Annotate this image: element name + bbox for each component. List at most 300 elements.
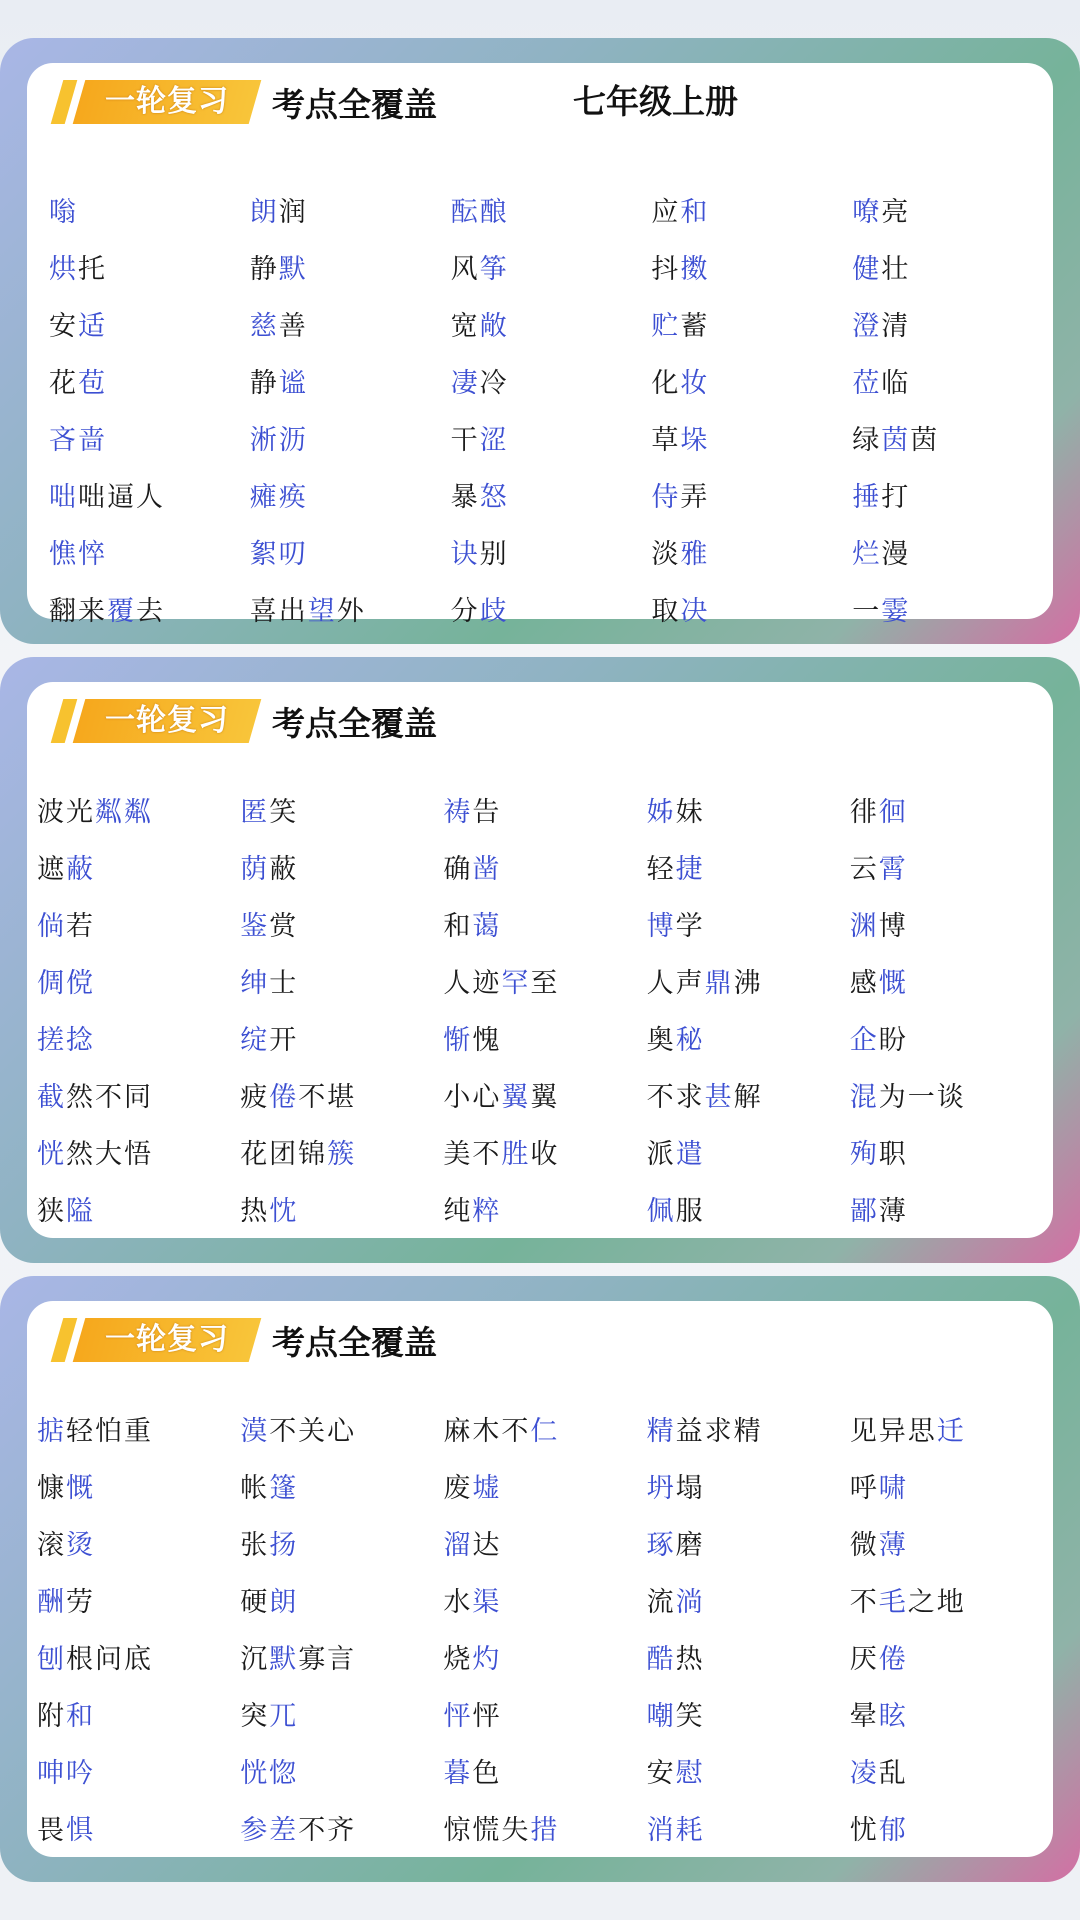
highlighted-char: 荫 (240, 854, 270, 885)
vocab-word (240, 1574, 443, 1631)
vocab-word (647, 1517, 850, 1574)
plain-char: 滚 (37, 1530, 66, 1561)
plain-char: 确 (443, 854, 473, 885)
vocab-word (250, 526, 451, 583)
review-tag-label: 一轮复习 (105, 703, 229, 738)
highlighted-char: 仁 (530, 1416, 560, 1447)
vocab-word (850, 784, 1053, 841)
vocab-word (647, 1403, 850, 1460)
highlighted-char: 捶 (852, 482, 882, 513)
plain-char: 告 (472, 797, 502, 828)
highlighted-char: 和 (66, 1701, 95, 1732)
highlighted-char: 粹 (472, 1196, 502, 1227)
highlighted-char: 徊 (878, 797, 908, 828)
plain-char: 静 (249, 254, 279, 285)
highlighted-char: 灼 (472, 1644, 502, 1675)
grade-subtitle: 七年级上册 (573, 82, 738, 121)
highlighted-char: 酬 (37, 1587, 66, 1618)
highlighted-char: 混 (849, 1082, 879, 1113)
vocab-word (37, 784, 240, 841)
vocab-word (37, 1688, 240, 1745)
highlighted-char: 呻吟 (37, 1758, 95, 1789)
highlighted-char: 澄 (852, 311, 882, 342)
vocab-word (852, 298, 1053, 355)
plain-char: 小心 (443, 1082, 502, 1113)
highlighted-char: 暮 (443, 1758, 473, 1789)
plain-char: 风 (450, 254, 480, 285)
highlighted-char: 精 (646, 1416, 676, 1447)
highlighted-char: 迁 (936, 1416, 966, 1447)
vocab-word (451, 241, 652, 298)
vocab-word (240, 1126, 443, 1183)
highlighted-char: 筝 (479, 254, 509, 285)
highlighted-char: 怦 (443, 1701, 473, 1732)
vocab-word (37, 841, 240, 898)
plain-char: 突 (240, 1701, 270, 1732)
vocab-word (647, 955, 850, 1012)
highlighted-char: 措 (530, 1815, 560, 1846)
highlighted-char: 琢 (646, 1530, 676, 1561)
plain-char: 微 (849, 1530, 879, 1561)
highlighted-char: 隘 (66, 1196, 95, 1227)
plain-char: 职 (878, 1139, 908, 1170)
plain-char: 然大悟 (66, 1139, 153, 1170)
plain-char: 分 (450, 596, 480, 627)
plain-char: 赏 (269, 911, 299, 942)
plain-char: 劳 (66, 1587, 95, 1618)
plain-char: 寡言 (298, 1644, 357, 1675)
plain-char: 喜出 (249, 596, 308, 627)
vocab-word (850, 1012, 1053, 1069)
plain-char: 翼 (530, 1082, 560, 1113)
vocab-word (240, 955, 443, 1012)
vocab-word (647, 784, 850, 841)
highlighted-char: 嘹 (852, 197, 882, 228)
highlighted-char: 博 (646, 911, 676, 942)
highlighted-char: 扬 (269, 1530, 299, 1561)
vocab-word (443, 841, 646, 898)
highlighted-char: 凄 (450, 368, 480, 399)
plain-char: 亮 (881, 197, 911, 228)
plain-char: 徘 (849, 797, 879, 828)
vocab-word (240, 1403, 443, 1460)
highlighted-char: 淌 (675, 1587, 705, 1618)
vocab-word (250, 184, 451, 241)
vocab-word (852, 526, 1053, 583)
plain-char: 磨 (675, 1530, 705, 1561)
vocab-word (651, 298, 852, 355)
plain-char: 人声 (646, 968, 705, 999)
highlighted-char: 敞 (479, 311, 509, 342)
highlighted-char: 侍 (651, 482, 681, 513)
highlighted-char: 溜 (443, 1530, 473, 1561)
highlighted-char: 慨 (878, 968, 908, 999)
plain-char: 波光 (37, 797, 95, 828)
vocab-word (49, 298, 250, 355)
vocab-word (850, 1460, 1053, 1517)
section-title: 考点全覆盖 (272, 703, 437, 743)
vocab-word (651, 241, 852, 298)
vocab-word (443, 1802, 646, 1859)
highlighted-char: 咄 (49, 482, 78, 513)
plain-char: 不求 (646, 1082, 705, 1113)
highlighted-char: 薄 (878, 1530, 908, 1561)
vocab-word (443, 955, 646, 1012)
highlighted-char: 鼎 (704, 968, 734, 999)
vocab-word (852, 412, 1053, 469)
highlighted-char: 胜 (501, 1139, 531, 1170)
highlighted-char: 默 (278, 254, 308, 285)
vocab-word (240, 1460, 443, 1517)
plain-char: 去 (136, 596, 165, 627)
vocab-word (240, 1688, 443, 1745)
vocab-word (37, 1069, 240, 1126)
highlighted-char: 望 (307, 596, 337, 627)
vocab-word (850, 1183, 1053, 1240)
vocab-word (850, 1403, 1053, 1460)
plain-char: 善 (278, 311, 308, 342)
highlighted-char: 佩 (646, 1196, 676, 1227)
plain-char: 打 (881, 482, 911, 513)
plain-char: 蔽 (269, 854, 299, 885)
highlighted-char: 默 (269, 1644, 299, 1675)
vocab-word (451, 583, 652, 640)
plain-char: 若 (66, 911, 95, 942)
highlighted-char: 谧 (278, 368, 308, 399)
plain-char: 一 (852, 596, 882, 627)
vocab-word (850, 1517, 1053, 1574)
vocab-word (850, 898, 1053, 955)
vocab-word (250, 355, 451, 412)
plain-char: 忧 (849, 1815, 879, 1846)
vocab-word (250, 583, 451, 640)
highlighted-char: 倘 (37, 911, 66, 942)
vocab-word (647, 1802, 850, 1859)
highlighted-char: 惭 (443, 1025, 473, 1056)
vocab-word (451, 298, 652, 355)
vocab-word (37, 1745, 240, 1802)
plain-char: 安 (646, 1758, 676, 1789)
vocab-word (443, 1183, 646, 1240)
plain-char: 妹 (675, 797, 705, 828)
highlighted-char: 苞 (78, 368, 107, 399)
vocab-word (37, 1183, 240, 1240)
plain-char: 色 (472, 1758, 502, 1789)
highlighted-char: 消耗 (646, 1815, 705, 1846)
highlighted-char: 嘲 (646, 1701, 676, 1732)
plain-char: 不堪 (298, 1082, 357, 1113)
vocab-word (850, 1574, 1053, 1631)
plain-char: 轻 (646, 854, 676, 885)
review-tag-label: 一轮复习 (105, 1322, 229, 1357)
vocab-word (443, 1126, 646, 1183)
highlighted-char: 刨 (37, 1644, 66, 1675)
vocab-word (37, 1802, 240, 1859)
plain-char: 帐 (240, 1473, 270, 1504)
highlighted-char: 匿 (240, 797, 270, 828)
plain-char: 和 (443, 911, 473, 942)
highlighted-char: 惧 (66, 1815, 95, 1846)
vocab-word (250, 412, 451, 469)
vocab-word (850, 1688, 1053, 1745)
plain-char: 服 (675, 1196, 705, 1227)
highlighted-char: 祷 (443, 797, 473, 828)
plain-char: 益求精 (675, 1416, 763, 1447)
highlighted-char: 鉴 (240, 911, 270, 942)
highlighted-char: 恍 (37, 1139, 66, 1170)
vocab-word (647, 1183, 850, 1240)
plain-char: 花 (49, 368, 78, 399)
highlighted-char: 截 (37, 1082, 66, 1113)
highlighted-char: 啸 (878, 1473, 908, 1504)
vocab-word (850, 955, 1053, 1012)
plain-char: 美不 (443, 1139, 502, 1170)
highlighted-char: 捷 (675, 854, 705, 885)
plain-char: 花团锦 (240, 1139, 328, 1170)
vocab-word (651, 469, 852, 526)
highlighted-char: 凌 (849, 1758, 879, 1789)
highlighted-char: 慈 (249, 311, 279, 342)
vocab-word (240, 1745, 443, 1802)
vocab-word (647, 1460, 850, 1517)
vocab-word (443, 1012, 646, 1069)
vocab-word (451, 184, 652, 241)
plain-char: 麻木不 (443, 1416, 531, 1447)
highlighted-char: 渊 (849, 911, 879, 942)
plain-char: 静 (249, 368, 279, 399)
plain-char: 至 (530, 968, 560, 999)
highlighted-char: 甚 (704, 1082, 734, 1113)
vocab-word (443, 1688, 646, 1745)
highlighted-char: 憔悴 (49, 539, 107, 570)
plain-char: 清 (881, 311, 911, 342)
plain-char: 人迹 (443, 968, 502, 999)
highlighted-char: 兀 (269, 1701, 299, 1732)
plain-char: 热 (240, 1196, 270, 1227)
vocab-word (240, 898, 443, 955)
plain-char: 沉 (240, 1644, 270, 1675)
vocab-word (443, 1745, 646, 1802)
highlighted-char: 漠 (240, 1416, 270, 1447)
panel-section-2 (0, 657, 1080, 1263)
highlighted-char: 酝酿 (450, 197, 509, 228)
plain-char: 惊慌失 (443, 1815, 531, 1846)
highlighted-char: 姊 (646, 797, 676, 828)
highlighted-char: 翼 (501, 1082, 531, 1113)
vocab-word (852, 469, 1053, 526)
highlighted-char: 妆 (680, 368, 710, 399)
highlighted-char: 酷 (646, 1644, 676, 1675)
highlighted-char: 莅 (852, 368, 882, 399)
plain-char: 呼 (849, 1473, 879, 1504)
highlighted-char: 垛 (680, 425, 710, 456)
vocab-word (647, 1574, 850, 1631)
vocab-word (451, 412, 652, 469)
highlighted-char: 渠 (472, 1587, 502, 1618)
vocab-word (850, 1126, 1053, 1183)
plain-char: 壮 (881, 254, 911, 285)
highlighted-char: 雅 (680, 539, 710, 570)
highlighted-char: 擞 (680, 254, 710, 285)
plain-char: 狭 (37, 1196, 66, 1227)
plain-char: 纯 (443, 1196, 473, 1227)
highlighted-char: 和 (680, 197, 710, 228)
plain-char: 乱 (878, 1758, 908, 1789)
highlighted-char: 篷 (269, 1473, 299, 1504)
vocab-word (852, 583, 1053, 640)
highlighted-char: 郁 (878, 1815, 908, 1846)
section-title: 考点全覆盖 (272, 84, 437, 124)
vocab-word (37, 955, 240, 1012)
panel-section-3 (0, 1276, 1080, 1882)
vocab-word (451, 526, 652, 583)
plain-char: 张 (240, 1530, 270, 1561)
highlighted-char: 蔽 (66, 854, 95, 885)
vocab-word (443, 1574, 646, 1631)
vocab-word (651, 526, 852, 583)
vocab-word (240, 1631, 443, 1688)
plain-char: 笑 (675, 1701, 705, 1732)
review-tag (57, 80, 260, 124)
vocab-word (240, 1183, 443, 1240)
vocab-word (240, 1012, 443, 1069)
plain-char: 博 (878, 911, 908, 942)
vocab-word (647, 898, 850, 955)
vocab-word (651, 355, 852, 412)
highlighted-char: 嗡 (49, 197, 78, 228)
vocab-word (240, 1802, 443, 1859)
vocab-word (852, 241, 1053, 298)
plain-char: 见异思 (849, 1416, 937, 1447)
plain-char: 流 (646, 1587, 676, 1618)
card-section-3 (27, 1301, 1053, 1857)
plain-char: 热 (675, 1644, 705, 1675)
plain-char: 取 (651, 596, 681, 627)
plain-char: 奥 (646, 1025, 676, 1056)
vocab-word (451, 355, 652, 412)
highlighted-char: 倦 (269, 1082, 299, 1113)
highlighted-char: 瘫痪 (249, 482, 308, 513)
vocab-word (49, 526, 250, 583)
plain-char: 达 (472, 1530, 502, 1561)
highlighted-char: 慨 (66, 1473, 95, 1504)
plain-char: 怦 (472, 1701, 502, 1732)
highlighted-char: 参差 (240, 1815, 299, 1846)
highlighted-char: 秘 (675, 1025, 705, 1056)
highlighted-char: 霄 (878, 854, 908, 885)
plain-char: 硬 (240, 1587, 270, 1618)
highlighted-char: 绽 (240, 1025, 270, 1056)
vocab-word (647, 1631, 850, 1688)
highlighted-char: 粼粼 (95, 797, 153, 828)
highlighted-char: 企 (849, 1025, 879, 1056)
vocab-word (37, 1574, 240, 1631)
highlighted-char: 朗 (249, 197, 279, 228)
plain-char: 干 (450, 425, 480, 456)
plain-char: 疲 (240, 1082, 270, 1113)
vocab-word (250, 469, 451, 526)
highlighted-char: 蔼 (472, 911, 502, 942)
plain-char: 学 (675, 911, 705, 942)
plain-char: 临 (881, 368, 911, 399)
highlighted-char: 慰 (675, 1758, 705, 1789)
highlighted-char: 鄙 (849, 1196, 879, 1227)
word-grid (49, 184, 1053, 640)
word-grid (37, 1403, 1053, 1859)
plain-char: 暴 (450, 482, 480, 513)
plain-char: 根问底 (66, 1644, 153, 1675)
plain-char: 弄 (680, 482, 710, 513)
vocab-word (49, 355, 250, 412)
vocab-word (647, 1745, 850, 1802)
plain-char: 化 (651, 368, 681, 399)
highlighted-char: 倦 (878, 1644, 908, 1675)
plain-char: 轻怕重 (66, 1416, 153, 1447)
vocab-word (37, 1460, 240, 1517)
panel-section-1 (0, 38, 1080, 644)
card-section-2 (27, 682, 1053, 1238)
plain-char: 冷 (479, 368, 509, 399)
plain-char: 不 (849, 1587, 879, 1618)
plain-char: 淡 (651, 539, 681, 570)
vocab-word (49, 412, 250, 469)
plain-char: 塌 (675, 1473, 705, 1504)
plain-char: 沸 (733, 968, 763, 999)
section-header (57, 77, 437, 127)
vocab-word (37, 1631, 240, 1688)
vocab-word (250, 241, 451, 298)
vocab-word (651, 184, 852, 241)
highlighted-char: 霎 (881, 596, 911, 627)
vocab-word (443, 1069, 646, 1126)
plain-char: 为一谈 (878, 1082, 966, 1113)
vocab-word (49, 184, 250, 241)
vocab-word (647, 841, 850, 898)
plain-char: 外 (336, 596, 366, 627)
plain-char: 感 (849, 968, 879, 999)
plain-char: 薄 (878, 1196, 908, 1227)
highlighted-char: 搓捻 (37, 1025, 95, 1056)
plain-char: 抖 (651, 254, 681, 285)
plain-char: 咄逼人 (78, 482, 165, 513)
plain-char: 别 (479, 539, 509, 570)
highlighted-char: 诀 (450, 539, 480, 570)
plain-char: 蓄 (680, 311, 710, 342)
highlighted-char: 歧 (479, 596, 509, 627)
section-header (57, 1315, 437, 1365)
highlighted-char: 决 (680, 596, 710, 627)
vocab-word (250, 298, 451, 355)
plain-char: 盼 (878, 1025, 908, 1056)
plain-char: 茵 (910, 425, 940, 456)
vocab-word (37, 1126, 240, 1183)
vocab-word (850, 1631, 1053, 1688)
plain-char: 开 (269, 1025, 299, 1056)
highlighted-char: 涩 (479, 425, 509, 456)
plain-char: 畏 (37, 1815, 66, 1846)
highlighted-char: 茵 (881, 425, 911, 456)
plain-char: 托 (78, 254, 107, 285)
highlighted-char: 凿 (472, 854, 502, 885)
highlighted-char: 烂 (852, 539, 882, 570)
plain-char: 应 (651, 197, 681, 228)
vocab-word (49, 469, 250, 526)
vocab-word (443, 784, 646, 841)
plain-char: 然不同 (66, 1082, 153, 1113)
vocab-word (443, 1403, 646, 1460)
plain-char: 润 (278, 197, 308, 228)
plain-char: 收 (530, 1139, 560, 1170)
